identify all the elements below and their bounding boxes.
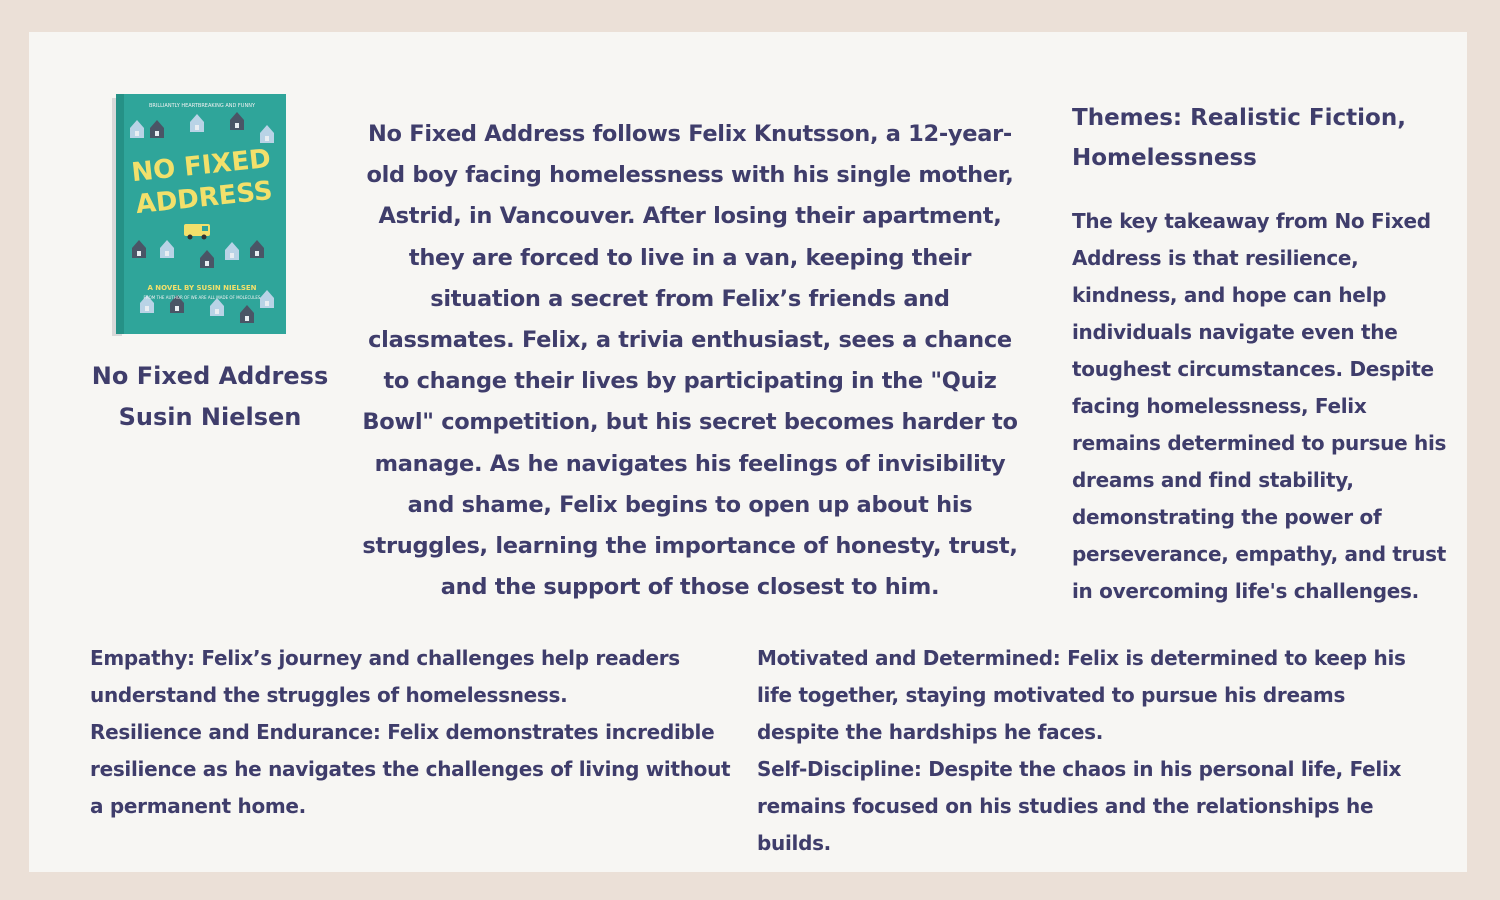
trait-self-discipline: Self-Discipline: Despite the chaos in his personal life, Felix remains focused on his studies and the relationships he builds.	[757, 757, 1402, 855]
book-cover-illustration	[110, 90, 290, 340]
trait-empathy: Empathy: Felix’s journey and challenges help readers understand the struggles of homelessness.	[90, 646, 680, 707]
cover-title-line-1: NO FIXED	[130, 143, 273, 189]
book-summary: No Fixed Address follows Felix Knutsson, a 12-year-old boy facing homelessness with his single mother, Astrid, in Vancouver. After losing their apartment, they are forced to live in a van, keeping their situation a secret from Felix’s friends and classmates. Felix, a trivia enthusiast, sees a chance to change their lives by participating in the "Quiz Bowl" competition, but his secret becomes harder to manage. As he navigates his feelings of invisibility and shame, Felix begins to open up about his struggles, learning the importance of honesty, trust, and the support of those closest to him.	[362, 121, 1018, 601]
book-cover-image	[110, 90, 290, 340]
cover-title-line-2: ADDRESS	[134, 175, 275, 221]
cover-byline: A NOVEL BY SUSIN NIELSEN	[147, 284, 257, 292]
character-traits-right	[757, 640, 1417, 862]
character-traits-left	[90, 640, 740, 825]
trait-resilience: Resilience and Endurance: Felix demonstrates incredible resilience as he navigates the challenges of living without a permanent home.	[90, 720, 731, 818]
book-title: No Fixed Address	[91, 362, 329, 390]
themes-heading: Themes: Realistic Fiction, Homelessness	[1072, 105, 1406, 171]
key-takeaway: The key takeaway from No Fixed Address is that resilience, kindness, and hope can help individuals navigate even the toughest circumstances. Despite facing homelessness, Felix remains determined to pursue his dreams and find stability, demonstrating the power of perseverance, empathy, and trust in overcoming life's challenges.	[1072, 209, 1447, 603]
cover-top-blurb: BRILLIANTLY HEARTBREAKING AND FUNNY	[148, 103, 256, 109]
book-caption	[85, 356, 335, 438]
trait-motivated: Motivated and Determined: Felix is determined to keep his life together, staying motivated to pursue his dreams despite the hardships he faces.	[757, 646, 1406, 744]
cover-bottom-blurb: FROM THE AUTHOR OF WE ARE ALL MADE OF MOLECULES	[143, 295, 261, 300]
book-author: Susin Nielsen	[118, 403, 302, 431]
